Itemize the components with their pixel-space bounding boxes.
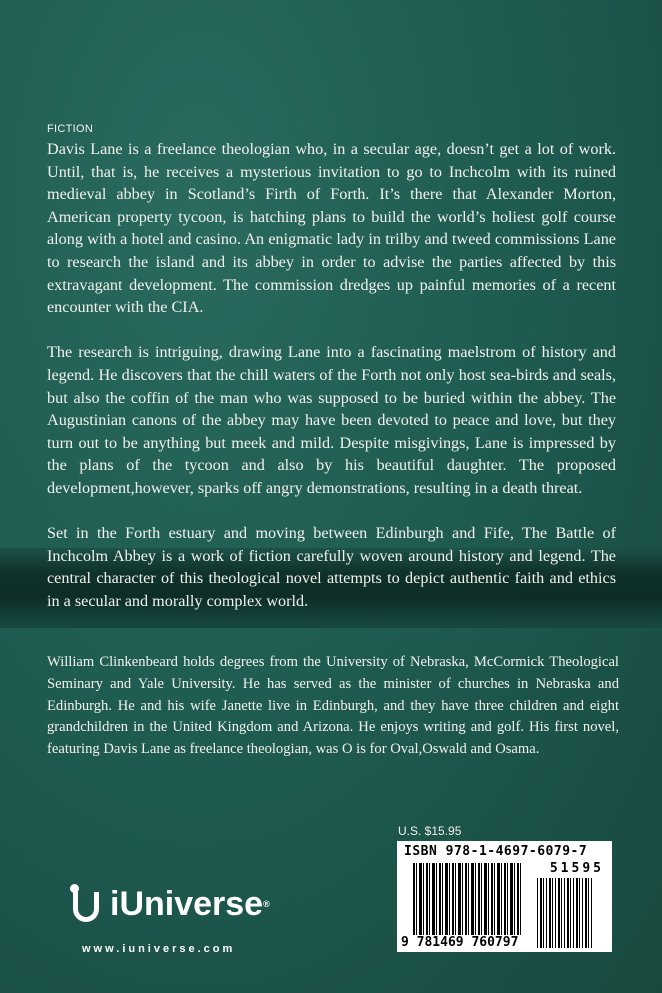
publisher-logo [70, 884, 270, 924]
blurb-paragraph: Set in the Forth estuary and moving between Edinburgh and Fife, The Battle of Inchcolm Abbey is a work of fiction carefully woven around history and legend. The central character of this theological novel attempts to depict authentic faith and ethics in a secular and morally complex world. [47, 524, 616, 610]
isbn-barcode [397, 841, 612, 952]
blurb-paragraph: The research is intriguing, drawing Lane into a fascinating maelstrom of history and legend. He discovers that the chill waters of the Forth not only host sea-birds and seals, but also the coffin of the man who was supposed to be buried within the abbey. The Augustinian canons of the abbey may have been devoted to peace and love, but they turn out to be anything but meek and mild. Despite misgivings, Lane is impressed by the plans of the tycoon and also by his beautiful daughter. The proposed development,however, sparks off angry demonstrations, resulting in a death threat. [47, 343, 616, 497]
genre-label: FICTION [47, 123, 94, 135]
addon-bars [537, 878, 592, 948]
author-bio: William Clinkenbeard holds degrees from the University of Nebraska, McCormick Theological Seminary and Yale University. He has served as the minister of churches in Nebraska and Edinburgh. He and his wife Janette live in Edinburgh, and they have three children and eight grandchildren in the United Kingdom and Arizona. He enjoys writing and golf. His first novel, featuring Davis Lane as freelance theologian, was O is for Oval,Oswald and Osama. [47, 654, 619, 758]
publisher-url: www.iuniverse.com [82, 943, 236, 955]
iuniverse-logo-icon [70, 884, 104, 924]
barcode-bars [413, 863, 523, 935]
isbn-text: ISBN 978-1-4697-6079-7 [404, 844, 588, 859]
blurb-paragraph: Davis Lane is a freelance theologian who, in a secular age, doesn’t get a lot of work. Until, that is, he receives a mysterious invitation to go to Inchcolm with its ruined medieval abbey in Scotland’s Firth of Forth. It’s there that Alexander Morton, American property tycoon, is hatching plans to build the world’s holiest golf course along with a hotel and casino. An enigmatic lady in trilby and tweed commissions Lane to research the island and its abbey in order to advise the parties affected by this extravagant development. The commission dredges up painful memories of a recent encounter with the CIA. [47, 140, 616, 317]
price: U.S. $15.95 [398, 824, 462, 838]
blurb [47, 138, 616, 635]
price-addon-code: 51595 [549, 861, 604, 876]
publisher-name: iUniverse [110, 884, 264, 923]
ean-digits: 9 781469 760797 [401, 935, 519, 950]
registered-mark: ® [263, 899, 270, 909]
